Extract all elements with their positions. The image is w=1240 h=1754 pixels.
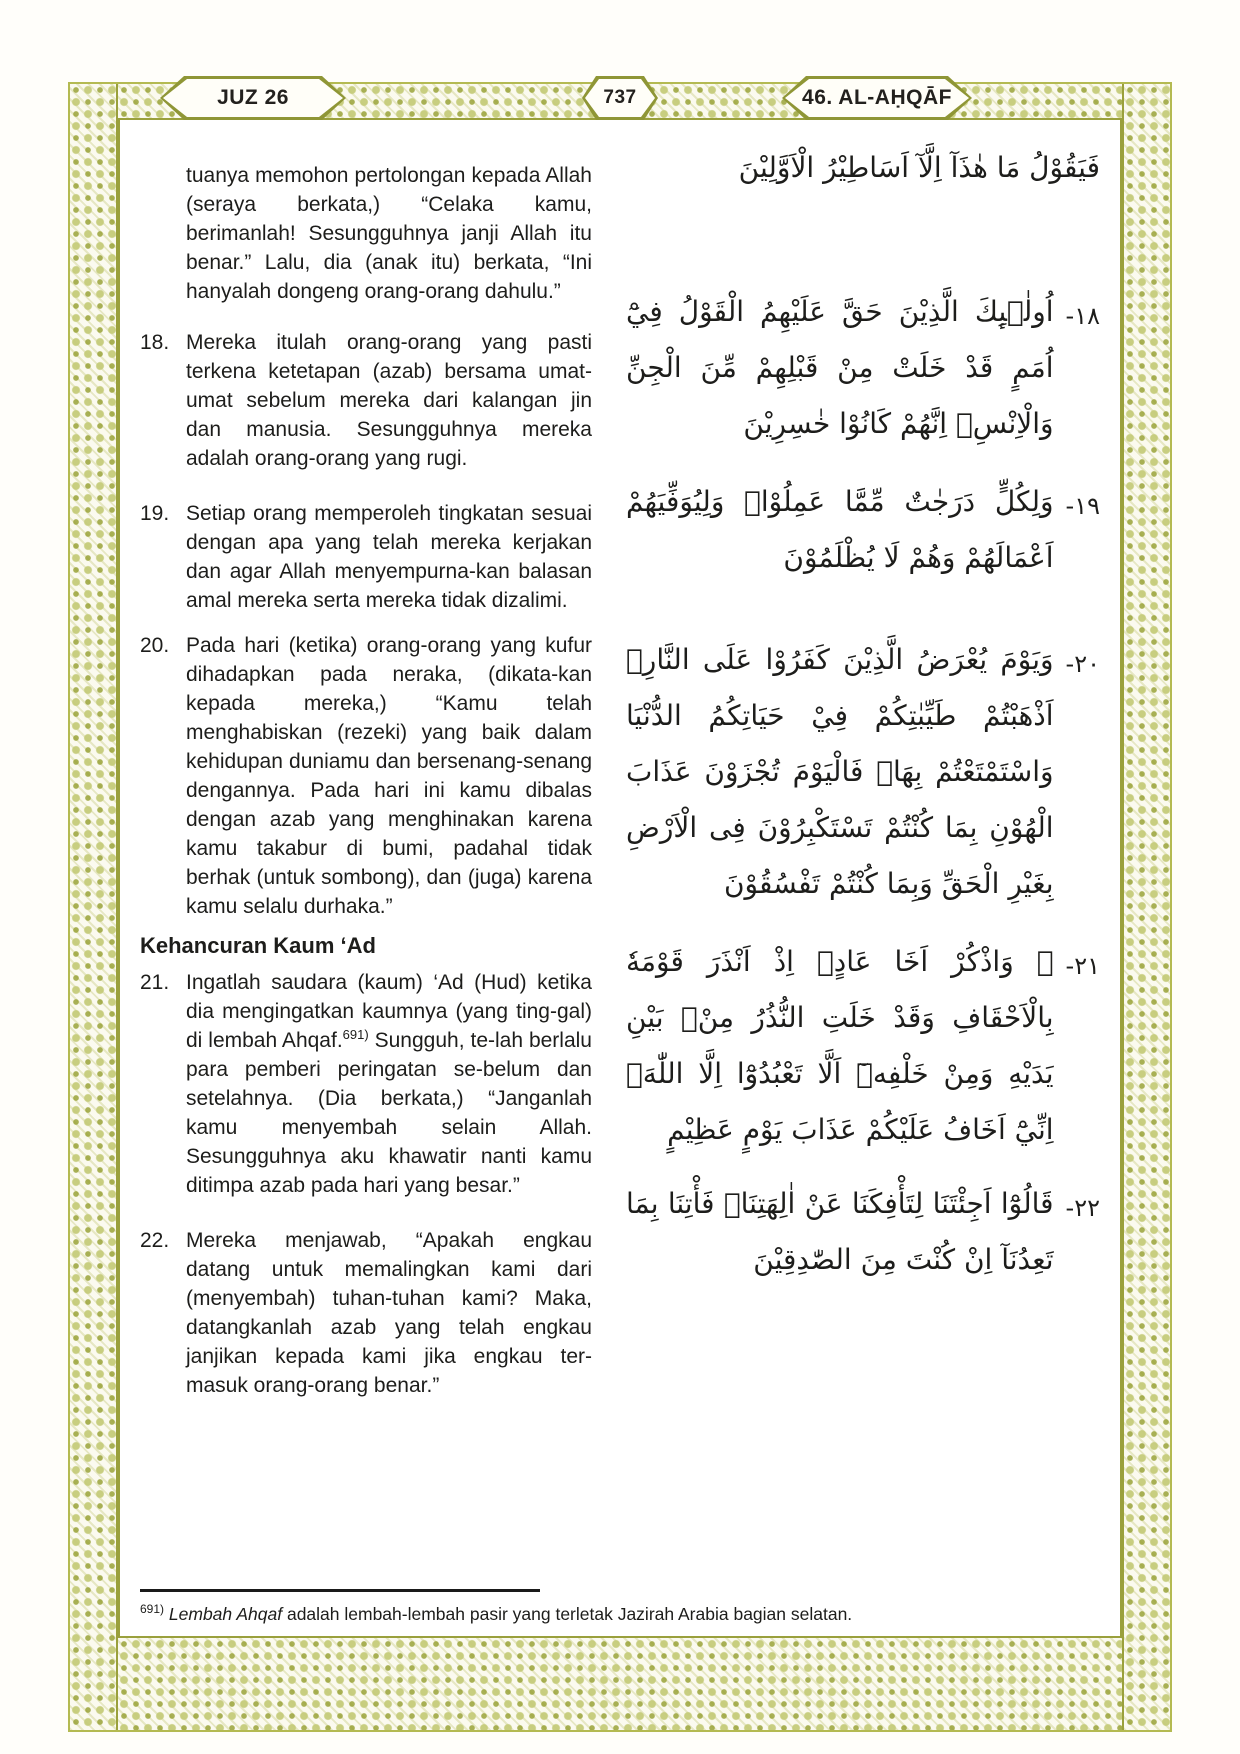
- verse-number: 21.: [140, 971, 170, 994]
- footnote-term: Lembah Ahqaf: [168, 1604, 283, 1624]
- arabic-verse-number: [1066, 474, 1100, 534]
- arabic-verse-number-digits: ١٨: [1074, 302, 1100, 330]
- translation-verse-21: [140, 968, 592, 1200]
- juz-label: JUZ 26: [217, 86, 289, 109]
- page-number: 737: [603, 87, 637, 108]
- arabic-verse-number: [1066, 284, 1100, 344]
- arabic-verse-text: وَلِكُلٍّ دَرَجٰتٌ مِّمَّا عَمِلُوْاۚ وَلِيُوَفِّيَهُمْ اَعْمَالَهُمْ وَهُمْ لَا يُظْلَمُوْنَ: [626, 485, 1054, 574]
- juz-badge: [160, 76, 346, 120]
- arabic-column: [626, 140, 1100, 1544]
- verse-number: 18.: [140, 331, 170, 354]
- page-number-badge: [582, 76, 658, 120]
- verse-number-dash: -: [1065, 1194, 1075, 1222]
- arabic-verse-number: [1066, 1176, 1100, 1236]
- verse-text: Setiap orang memperoleh tingkatan sesuai dengan apa yang telah mereka kerjakan dan agar Allah menyempurna-kan balasan amal mereka serta mereka tidak dizalimi.: [186, 502, 592, 612]
- page-body: [140, 140, 1100, 1544]
- translation-column: [140, 140, 592, 1544]
- footnote-body: adalah lembah-lembah pasir yang terletak Jazirah Arabia bagian selatan.: [282, 1604, 853, 1624]
- ornamental-border-left: [70, 84, 118, 1730]
- arabic-verse-20: [626, 632, 1100, 912]
- verse-number: 22.: [140, 1229, 170, 1252]
- footnote-text: [140, 1602, 1100, 1626]
- ornamental-border-bottom: [70, 1636, 1170, 1730]
- arabic-verse-number: [1066, 934, 1100, 994]
- arabic-verse-text: وَيَوْمَ يُعْرَضُ الَّذِيْنَ كَفَرُوْا عَلَى النَّارِۗ اَذْهَبْتُمْ طَيِّبٰتِكُمْ فِيْ حَيَاتِكُمُ الدُّنْيَا وَاسْتَمْتَعْتُمْ بِهَاۚ فَالْيَوْمَ تُجْزَوْنَ عَذَابَ الْهُوْنِ بِمَا كُنْتُمْ تَسْتَكْبِرُوْنَ فِى الْاَرْضِ بِغَيْرِ الْحَقِّ وَبِمَا كُنْتُمْ تَفْسُقُوْنَ: [626, 643, 1054, 900]
- footnote-number: 691): [140, 1602, 165, 1617]
- verse-number: 20.: [140, 634, 170, 657]
- translation-verse-22: [140, 1226, 592, 1400]
- footnote-divider: [140, 1589, 540, 1592]
- arabic-verse-number-digits: ٢٠: [1074, 650, 1100, 678]
- verse-text: Pada hari (ketika) orang-orang yang kufur dihadapkan pada neraka, (dikata-kan kepada mereka,) “Kamu telah menghabiskan (rezeki) yang baik dalam kehidupan duniamu dan bersenang-senang dengannya. Pada hari ini kamu dibalas dengan azab yang menghinakan karena kamu takabur di bumi, padahal tidak berhak (untuk sombong), dan (juga) karena kamu selalu durhaka.”: [186, 634, 592, 918]
- verse-text-part: Ingatlah saudara (kaum) ‘Ad (Hud) ketika dia mengingatkan kaumnya (yang ting-gal) di lembah Ahqaf.: [186, 971, 592, 1052]
- verse-text-part: Sungguh, te-lah berlalu para pemberi peringatan se-belum dan setelahnya. (Dia berkata,) “Janganlah kamu menyembah selain Allah. Sesungguhnya aku khawatir nanti kamu ditimpa azab pada hari yang besar.”: [186, 1029, 592, 1197]
- arabic-verse-21: [626, 934, 1100, 1158]
- footnote: [140, 1589, 1100, 1626]
- arabic-verse-text: قَالُوْٓا اَجِئْتَنَا لِتَأْفِكَنَا عَنْ اٰلِهَتِنَاۚ فَأْتِنَا بِمَا تَعِدُنَآ اِنْ كُنْتَ مِنَ الصّٰدِقِيْنَ: [626, 1187, 1054, 1276]
- arabic-verse-number-digits: ١٩: [1074, 492, 1100, 520]
- verse-number-dash: -: [1065, 650, 1075, 678]
- translation-verse-19: [140, 499, 592, 615]
- arabic-verse-text: اُولٰۤىِٕكَ الَّذِيْنَ حَقَّ عَلَيْهِمُ الْقَوْلُ فِيْٓ اُمَمٍ قَدْ خَلَتْ مِنْ قَبْلِهِمْ مِّنَ الْجِنِّ وَالْاِنْسِۗ اِنَّهُمْ كَانُوْا خٰسِرِيْنَ: [626, 295, 1054, 440]
- verse-number-dash: -: [1065, 302, 1075, 330]
- translation-verse-18: [140, 328, 592, 473]
- translation-verse-20: [140, 631, 592, 921]
- verse-text: [186, 968, 592, 1200]
- ornamental-border-right: [1122, 84, 1170, 1730]
- arabic-verse-text: ۞ وَاذْكُرْ اَخَا عَادٍۗ اِذْ اَنْذَرَ قَوْمَهٗ بِالْاَحْقَافِ وَقَدْ خَلَتِ النُّذُرُ مِنْۢ بَيْنِ يَدَيْهِ وَمِنْ خَلْفِهٖٓ اَلَّا تَعْبُدُوْٓا اِلَّا اللّٰهَۗ اِنِّيْٓ اَخَافُ عَلَيْكُمْ عَذَابَ يَوْمٍ عَظِيْمٍ: [626, 945, 1054, 1146]
- arabic-verse-text: فَيَقُوْلُ مَا هٰذَآ اِلَّآ اَسَاطِيْرُ الْاَوَّلِيْنَ: [738, 151, 1100, 184]
- verse-number-dash: -: [1065, 492, 1075, 520]
- arabic-verse-18: [626, 284, 1100, 452]
- verse-number: 19.: [140, 502, 170, 525]
- surah-label: 46. AL-AḤQĀF: [802, 86, 952, 109]
- translation-verse17-continuation: tuanya memohon pertolongan kepada Allah (seraya berkata,) “Celaka kamu, berimanlah! Sesungguhnya janji Allah itu benar.” Lalu, dia (anak itu) berkata, “Ini hanyalah dongeng orang-orang dahulu.”: [186, 164, 592, 303]
- verse-number-dash: -: [1065, 952, 1075, 980]
- arabic-verse-number: [1066, 632, 1100, 692]
- surah-badge: [782, 76, 972, 120]
- arabic-verse-number-digits: ٢٢: [1074, 1194, 1100, 1222]
- arabic-verse-22: [626, 1176, 1100, 1288]
- section-heading: Kehancuran Kaum ‘Ad: [140, 933, 376, 958]
- arabic-verse-number-digits: ٢١: [1074, 952, 1100, 980]
- footnote-reference-marker: 691): [342, 1027, 369, 1042]
- arabic-verse-19: [626, 474, 1100, 586]
- verse-text: Mereka menjawab, “Apakah engkau datang untuk memalingkan kami dari (menyembah) tuhan-tuhan kami? Maka, datangkanlah azab yang telah engkau janjikan kepada kami jika engkau ter-masuk orang-orang benar.”: [186, 1229, 592, 1397]
- verse-text: Mereka itulah orang-orang yang pasti terkena ketetapan (azab) bersama umat-umat sebelum mereka dari kalangan jin dan manusia. Sesungguhnya mereka adalah orang-orang yang rugi.: [186, 331, 592, 470]
- arabic-verse-17-continuation: [626, 140, 1100, 196]
